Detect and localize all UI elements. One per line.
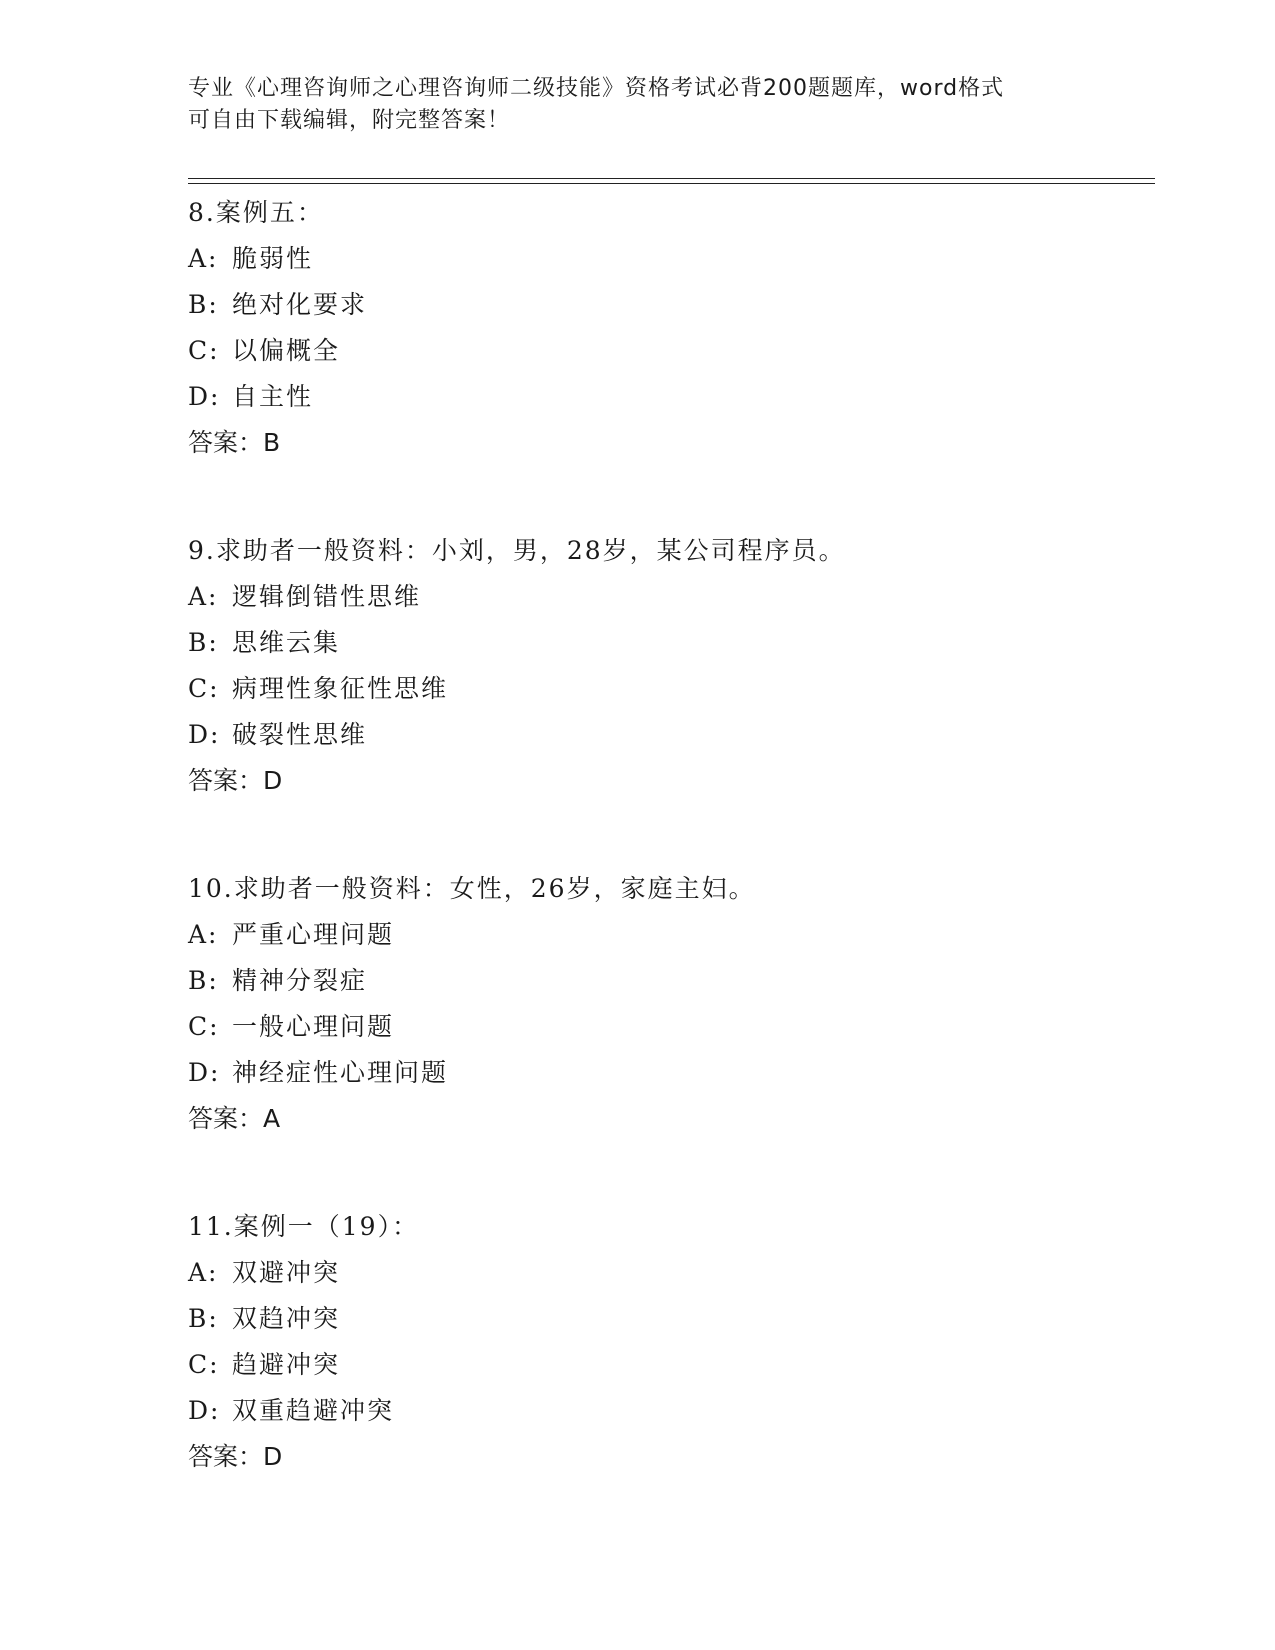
option-text: 自主性: [232, 382, 314, 411]
header-divider-top: [188, 178, 1155, 179]
option-b: [188, 958, 1148, 1004]
option-label: B:: [188, 1304, 219, 1333]
option-label: A:: [188, 244, 219, 273]
option-d: [188, 374, 1148, 420]
question-stem: 11.案例一（19）：: [188, 1212, 420, 1241]
option-label: A:: [188, 582, 219, 611]
option-text: 严重心理问题: [232, 920, 395, 949]
option-b: [188, 282, 1148, 328]
question-10: [188, 866, 1148, 1142]
option-c: [188, 1004, 1148, 1050]
answer-line: 答案：D: [188, 1442, 283, 1471]
question-8: [188, 190, 1148, 466]
option-text: 逻辑倒错性思维: [232, 582, 422, 611]
header-title-line-1: 专业《心理咨询师之心理咨询师二级技能》资格考试必背200题题库，word格式: [188, 76, 1005, 101]
option-c: [188, 666, 1148, 712]
option-label: C:: [188, 674, 220, 703]
option-a: [188, 912, 1148, 958]
question-stem: 10.求助者一般资料：女性，26岁，家庭主妇。: [188, 874, 756, 903]
answer-line: 答案：D: [188, 766, 283, 795]
option-text: 双趋冲突: [232, 1304, 341, 1333]
option-text: 神经症性心理问题: [232, 1058, 449, 1087]
option-c: [188, 328, 1148, 374]
question-9: [188, 528, 1148, 804]
option-text: 趋避冲突: [232, 1350, 341, 1379]
option-label: D:: [188, 720, 221, 749]
option-text: 脆弱性: [232, 244, 314, 273]
answer-line: 答案：A: [188, 1104, 281, 1133]
option-a: [188, 1250, 1148, 1296]
question-11: [188, 1204, 1148, 1480]
option-b: [188, 1296, 1148, 1342]
option-label: D:: [188, 1058, 221, 1087]
option-a: [188, 574, 1148, 620]
option-a: [188, 236, 1148, 282]
option-label: A:: [188, 1258, 219, 1287]
option-d: [188, 712, 1148, 758]
option-text: 以偏概全: [232, 336, 341, 365]
option-text: 病理性象征性思维: [232, 674, 449, 703]
option-label: C:: [188, 336, 220, 365]
header-title-line-2: 可自由下载编辑，附完整答案！: [188, 108, 511, 133]
question-list: [188, 190, 1148, 1542]
option-label: C:: [188, 1012, 220, 1041]
question-stem: 8.案例五：: [188, 198, 324, 227]
option-text: 思维云集: [232, 628, 341, 657]
option-d: [188, 1388, 1148, 1434]
option-text: 绝对化要求: [232, 290, 368, 319]
option-label: B:: [188, 628, 219, 657]
option-label: A:: [188, 920, 219, 949]
option-text: 精神分裂症: [232, 966, 368, 995]
question-stem: 9.求助者一般资料：小刘，男，28岁，某公司程序员。: [188, 536, 846, 565]
document-header: [188, 73, 1088, 137]
option-label: D:: [188, 1396, 221, 1425]
option-label: B:: [188, 966, 219, 995]
option-d: [188, 1050, 1148, 1096]
option-label: C:: [188, 1350, 220, 1379]
answer-line: 答案：B: [188, 428, 281, 457]
option-text: 一般心理问题: [232, 1012, 395, 1041]
option-text: 双避冲突: [232, 1258, 341, 1287]
option-label: B:: [188, 290, 219, 319]
header-divider-bottom: [188, 183, 1155, 184]
option-label: D:: [188, 382, 221, 411]
option-b: [188, 620, 1148, 666]
option-c: [188, 1342, 1148, 1388]
option-text: 双重趋避冲突: [232, 1396, 395, 1425]
option-text: 破裂性思维: [232, 720, 368, 749]
